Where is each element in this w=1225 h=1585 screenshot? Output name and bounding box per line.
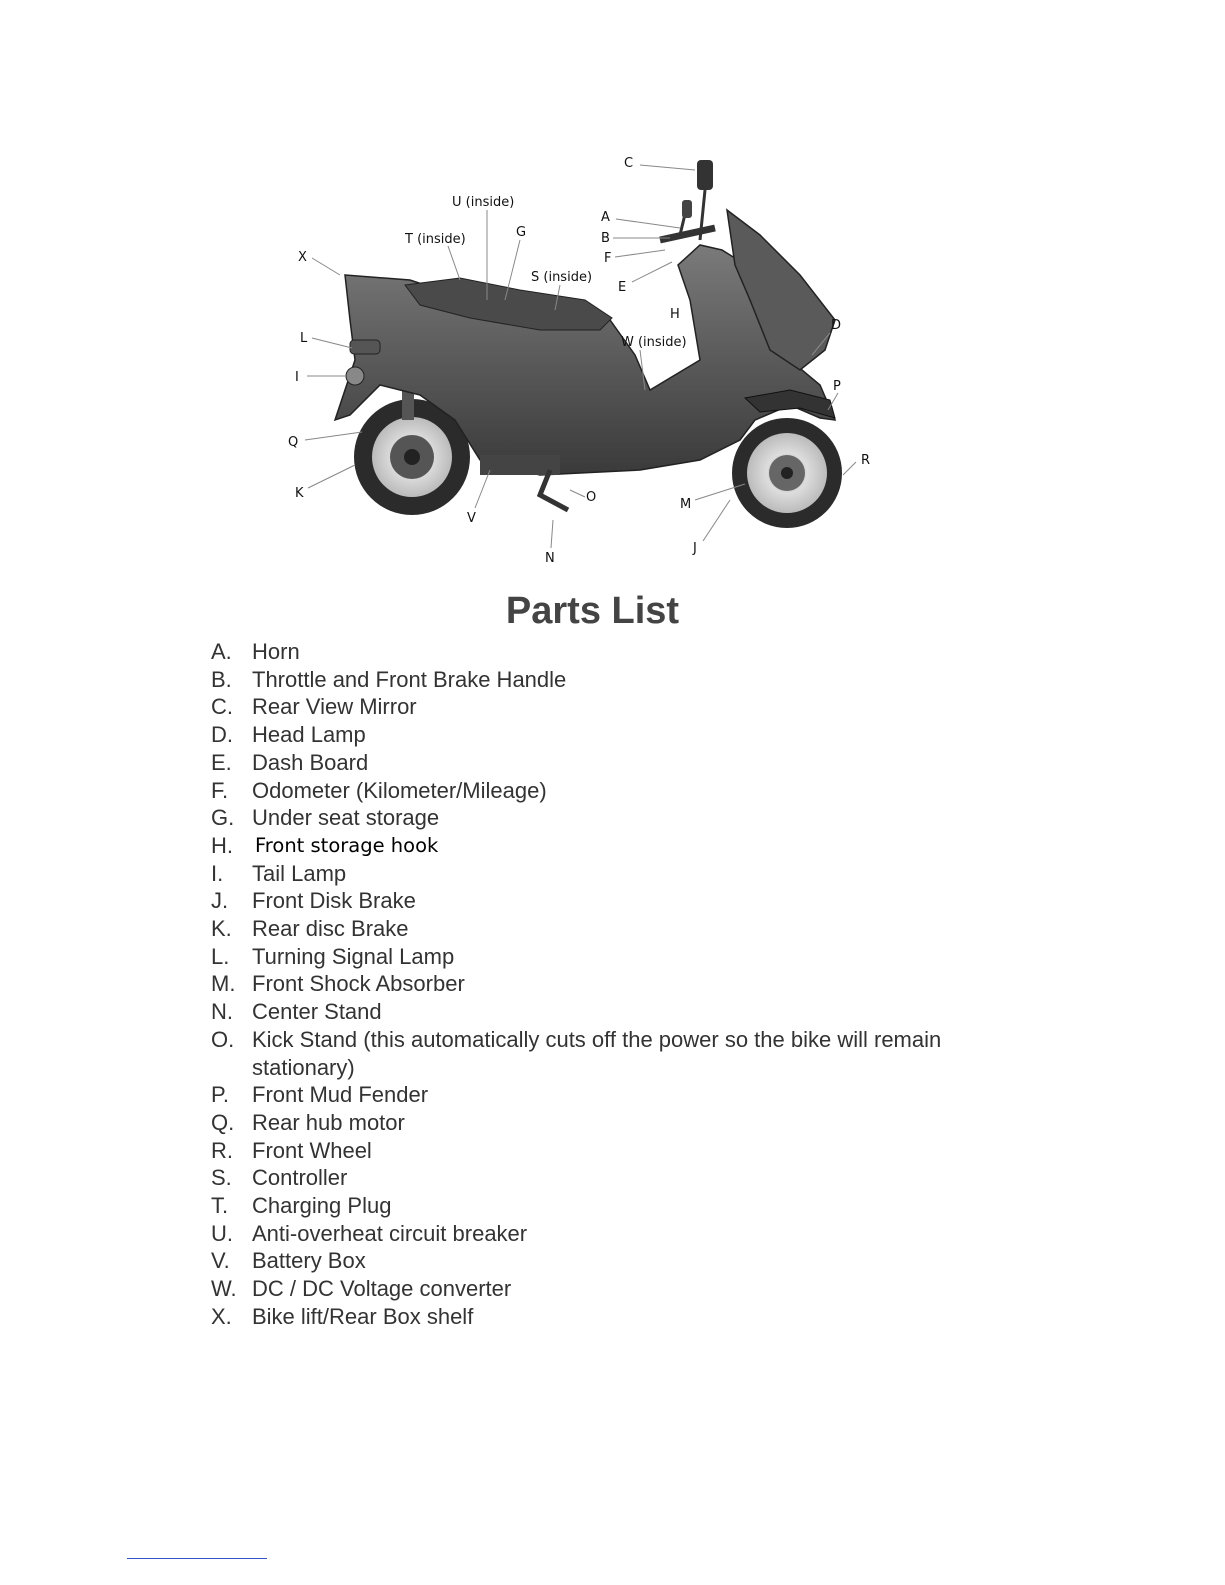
parts-list-item [211,887,1041,915]
callout-P: P [833,379,841,394]
callout-I: I [295,370,299,385]
callout-M: M [680,497,692,512]
parts-list-item [211,998,1041,1026]
part-letter: Q. [211,1109,235,1135]
part-letter: K. [211,916,232,942]
part-name: Odometer (Kilometer/Mileage) [252,777,547,803]
part-letter: L. [211,943,230,969]
parts-list-item [211,1192,1041,1220]
part-name: Kick Stand (this automatically cuts off the power so the bike will remain stationary) [252,1026,942,1080]
scooter-illustration [335,160,842,528]
part-name: Rear View Mirror [252,694,417,720]
part-letter: P. [211,1082,229,1108]
callout-C: C [624,156,634,171]
parts-list-item [211,1026,1041,1081]
callout-Q: Q [288,435,299,450]
callout-K: K [295,486,304,501]
part-name: Anti-overheat circuit breaker [252,1220,528,1246]
parts-list [211,638,1041,1331]
parts-list-item [211,943,1041,971]
parts-list-item [211,915,1041,943]
part-name: Controller [252,1165,348,1191]
callout-W: W (inside) [621,335,687,350]
scooter-diagram [0,0,1225,600]
turn-signal [350,340,380,354]
parts-list-item [211,832,1041,860]
part-letter: X. [211,1303,232,1329]
callout-N: N [545,551,555,566]
callout-H: H [670,307,680,322]
callout-T: T (inside) [405,232,466,247]
parts-list-item [211,638,1041,666]
parts-list-item [211,860,1041,888]
callout-B: B [601,231,610,246]
part-letter: O. [211,1026,235,1052]
callout-F: F [604,251,612,266]
part-name: Head Lamp [252,722,366,748]
parts-list-item [211,721,1041,749]
part-letter: C. [211,694,233,720]
parts-list-item [211,1247,1041,1275]
part-name: Front Wheel [252,1137,372,1163]
part-letter: A. [211,639,232,664]
part-letter: I. [211,860,224,886]
mirror [697,160,713,190]
part-letter: J. [211,888,229,914]
center-stand [540,470,568,510]
callout-S: S (inside) [531,270,593,285]
part-name: Throttle and Front Brake Handle [252,666,567,692]
callout-R: R [861,453,871,468]
callout-A: A [601,210,610,225]
parts-list-item [211,970,1041,998]
part-letter: H. [211,832,233,858]
part-letter: W. [211,1276,237,1302]
part-name: Under seat storage [252,805,440,831]
mirror-left [682,200,692,218]
callout-G: G [516,225,527,240]
parts-list-item [211,1164,1041,1192]
part-letter: G. [211,805,235,831]
part-name: Charging Plug [252,1193,392,1219]
parts-list-item [211,1081,1041,1109]
part-name: Center Stand [252,999,382,1025]
part-letter: D. [211,722,233,748]
callout-V: V [467,511,476,526]
parts-list-item [211,1109,1041,1137]
callout-E: E [618,280,627,295]
part-name: Tail Lamp [252,860,347,886]
callout-O: O [586,490,597,505]
callout-L: L [300,331,308,346]
part-letter: R. [211,1137,233,1163]
parts-list-item [211,1137,1041,1165]
callout-J: J [693,541,697,556]
part-name: Battery Box [252,1248,366,1274]
parts-list-item [211,1303,1041,1331]
callout-U: U (inside) [452,195,515,210]
part-letter: U. [211,1220,233,1246]
front-wheel [732,418,842,528]
part-name: Rear hub motor [252,1109,405,1135]
part-name: Front Mud Fender [252,1082,429,1108]
footnote-separator [127,1558,267,1559]
part-name: Front Disk Brake [252,888,416,914]
part-name: Front Shock Absorber [252,971,465,997]
part-name: Dash Board [252,749,369,775]
part-letter: S. [211,1165,232,1191]
part-name: Turning Signal Lamp [252,943,455,969]
callout-X: X [298,250,307,265]
parts-list-item [211,1275,1041,1303]
part-letter: M. [211,971,236,997]
callout-D: D [831,318,842,333]
part-letter: N. [211,999,233,1025]
part-letter: E. [211,749,232,775]
part-letter: T. [211,1193,229,1219]
part-name: Horn [252,639,300,664]
part-name: Front storage hook [255,833,439,857]
parts-list-item [211,1220,1041,1248]
part-name: DC / DC Voltage converter [252,1276,512,1302]
parts-list-item [211,804,1041,832]
parts-list-item [211,777,1041,805]
parts-list-item [211,693,1041,721]
tail-lamp [346,367,364,385]
part-letter: V. [211,1248,230,1274]
parts-list-item [211,666,1041,694]
part-name: Bike lift/Rear Box shelf [252,1303,474,1329]
part-name: Rear disc Brake [252,916,409,942]
parts-list-item [211,749,1041,777]
part-letter: F. [211,777,229,803]
part-letter: B. [211,666,232,692]
parts-list-title: Parts List [505,590,680,632]
